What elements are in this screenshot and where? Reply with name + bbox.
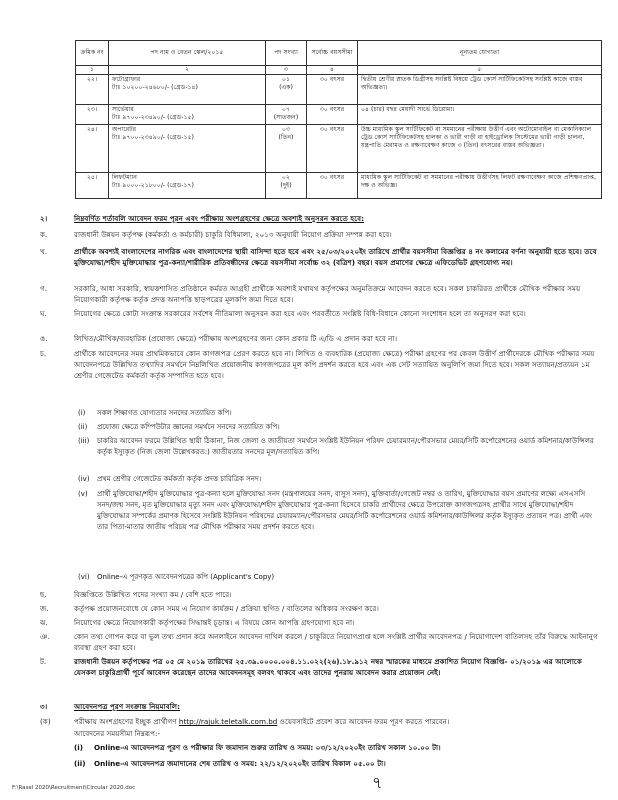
item-text: নিয়োগের ক্ষেত্রে কোটা সংক্রান্ত সরকারের সর্বশেষ নীতিমালা অনুসরন করা হবে এবং পরবর্তীতে সংশ্লিষ্ট বিধি-বিধানে কোনো সংশোধন হলে তা অনুসরণ করা হবে।: [74, 309, 526, 318]
subitem-text: চাকরির আবেদন ফরমে উল্লিখিত স্থায়ী ঠিকানা, নিজ জেলা ও জাতীয়তা সমর্থনে সংশ্লিষ্ট ইউনিয়ন পরিষদ চেয়ারম্যান/পৌরসভার মেয়র/সিটি কর্পোরেশনের ওয়ার্ড কমিশনার/কাউন্সিলর কর্তৃক ইস্যুকৃত (নিজ জেলা উল্লেখকরত:) জাতীয়তার সনদের মূল/সত্যায়িত কপি।: [97, 437, 594, 456]
post-scale: টাঃ ৯৭০০-২৩৪৯০/- (গ্রেড-১৫): [112, 134, 194, 142]
deadline-intro: আবেদনের সময়সীমা নিম্নরূপ:-: [74, 729, 161, 738]
post-count-word: (সাতজন): [273, 114, 299, 122]
deadline-label: (ii): [74, 759, 86, 768]
table-header-row: [76, 41, 602, 66]
post-count: ০৩: [281, 126, 291, 134]
row-post: [109, 75, 266, 105]
row-count: [266, 75, 307, 105]
post-count: ০৭: [281, 106, 291, 114]
post-name: লিফটম্যান: [112, 174, 137, 182]
post-count: ০১: [281, 76, 291, 84]
row-count: [266, 125, 307, 173]
item-text: প্রার্থীকে অবশ্যই বাংলাদেশের নাগরিক এবং বাংলাদেশের স্থায়ী বাসিন্দা হতে হবে এবং ২৫/০৩/২০২০ইং তারিখে প্রার্থীর বয়সসীমা বিজ্ঞপ্তির ৪ নং কলামের বর্ণনা অনুযায়ী হতে হবে। তবে মুক্তিযোদ্ধা/শহীদ মুক্তিযোদ্ধার পুত্র-কন্যা/শারীরিক প্রতিবন্ধীদের ক্ষেত্রে বয়সসীমা সর্বোচ্চ ৩২ (বত্রিশ) বছর। বয়স প্রমাণের ক্ষেত্রে এফিডেভিট গ্রহণযোগ্য নয়।: [74, 247, 597, 268]
header-post: পদ নাম ও বেতন স্কেল/২০১৫: [109, 41, 266, 66]
row-serial: ২৫।: [76, 173, 109, 199]
column-number-row: [76, 66, 602, 75]
column-number: ২: [109, 66, 266, 75]
page-number: ৭: [372, 773, 383, 792]
post-name: ফটোগ্রাফার: [112, 76, 141, 84]
header-qualification: নূন্যতম যোগ্যতা: [358, 41, 602, 66]
posts-table: [75, 40, 602, 199]
deadline-label: (i): [74, 743, 84, 752]
file-path-footer: F:\Rasel 2020\Recruitment\Circular 2020.doc: [12, 785, 136, 791]
subitem-text: প্রার্থী মুক্তিযোদ্ধা/শহীদ মুক্তিযোদ্ধার পুত্র-কন্যা হলে মুক্তিযোদ্ধা সনদ (মন্ত্রণালয়ের সনদ, বাসুস সনদ), মুক্তিবার্তা/গেজেট নম্বর ও তারিখ, মুক্তিযোদ্ধার বয়স প্রমাণের লক্ষ্যে এসএসসি সনদ/জন্ম সনদ, মৃত মুক্তিযোদ্ধার মৃত্যু সনদ এবং মুক্তিযোদ্ধা/শহীদ মুক্তিযোদ্ধার পুত্র-কন্যা হিসেবে চাকরি প্রার্থীদের ক্ষেত্রে উপরোক্ত কাগজপত্রসহ প্রার্থীর সাথে মুক্তিযোদ্ধা/শহীদ মুক্তিযোদ্ধার সম্পর্কের প্রমাণক হিসেবে সংশ্লিষ্ট ইউনিয়ন পরিষদের চেয়ারম্যান/পৌরসভার মেয়র/সিটি কর্পোরেশনের ওয়ার্ড কমিশনার/কাউন্সিলর কর্তৃক ইস্যুকৃত প্রত্যয়ন পত্র। প্রার্থী এবং তার পিতা-মাতার জাতীয় পরিচয় পত্র মৌখিক পরীক্ষার সময় প্রদর্শন করতে হবে।: [97, 490, 592, 531]
row-count: [266, 173, 307, 199]
item-label: চ.: [40, 349, 47, 358]
column-number: ৩: [266, 66, 307, 75]
post-count-word: (তিন): [278, 134, 294, 142]
subitem-label: (vi): [78, 573, 90, 581]
item-label: ঞ.: [40, 632, 50, 641]
column-number: ১: [76, 66, 109, 75]
subitem-text: প্রযোজ্য ক্ষেত্রে কম্পিউটার জ্ঞানের সমর্থনে সনদের সত্যায়িত কপি।: [97, 423, 280, 431]
item-label: ঝ.: [40, 618, 48, 627]
item-text: লিখিত/মৌখিক/ব্যবহারিক (প্রযোজ্য ক্ষেত্রে) পরীক্ষায় অংশগ্রহণের জন্য কোন প্রকার টি এ/ডি এ প্রদান করা হবে না।: [74, 334, 398, 343]
row-qualification: ০৪ (চার) বছর মেয়াদী সার্ভে ডিপ্লোমা।: [358, 105, 602, 125]
subitem-text: প্রথম শ্রেণীর গেজেটেড কর্মকর্তা কর্তৃক প্রদত্ত চারিত্রিক সনদ।: [97, 475, 262, 483]
row-serial: ২২।: [76, 75, 109, 105]
row-age: ৩০ বৎসর: [307, 125, 358, 173]
post-name: অপারেটর: [112, 126, 137, 134]
section-2-heading: নিম্নবর্ণিত শর্তাবলি আবেদন ফরম পূরন এবং পরীক্ষায় অংশগ্রহণের ক্ষেত্রে অবশ্যই অনুসরন করতে হবে:: [74, 214, 364, 223]
row-serial: ২৪।: [76, 125, 109, 173]
item-text: সরকারি, আধা সরকারি, স্বায়ত্তশাসিত প্রতিষ্ঠানে কর্মরত আগ্রহী প্রার্থীকে অবশ্যই যথাযথ কর্তৃপক্ষের অনুমতিক্রমে আবেদন করতে হবে। সকল চাকরিরত প্রার্থীকে মৌখিক পরীক্ষার সময় নিয়োগকারী কর্তৃপক্ষ কর্তৃক প্রদত্ত অনাপত্তি ছাড়পত্রের মূলকপি জমা দিতে হবে।: [74, 284, 581, 305]
header-age: সর্বোচ্চ বয়সসীমা: [307, 41, 358, 66]
header-count: পদ সংখ্যা: [266, 41, 307, 66]
column-number: ৪: [307, 66, 358, 75]
item-text: কোন তথ্য গোপন করে বা ভুল তথ্য প্রদান করে অনলাইনে আবেদন দাখিল করলে / চাকুরিতে নিয়োগপ্রাপ্ত হলে সংশ্লিষ্ট প্রার্থীর আবেদনপত্র / নিয়োগাদেশ বাতিলসহ তাঁর বিরুদ্ধে আইনানুগ ব্যবস্থা গ্রহণ করা হবে।: [74, 632, 598, 653]
subitem-label: (ii): [78, 423, 88, 431]
header-serial: ক্রমিক নং: [76, 41, 109, 66]
deadline-text: Online-এ আবেদনপত্র জমাদানের শেষ তারিখ ও সময়: ২২/১২/২০২০ইং তারিখ বিকাল ০৫.০০ টা।: [94, 759, 386, 768]
item-label: গ.: [40, 284, 47, 293]
row-age: ৩০ বৎসর: [307, 75, 358, 105]
subitem-label: (v): [78, 490, 88, 498]
subitem-text: Online-এ পূরণকৃত আবেদনপত্রের কপি (Applicant's Copy): [97, 573, 275, 581]
section-3-heading: আবেদনপত্র পূরণ সংক্রান্ত নিয়মাবলি:: [74, 702, 181, 711]
section-3-number: ৩।: [40, 702, 48, 711]
post-scale: টাঃ ১০২০০-২৪৬৮০/- (গ্রেড-১৪): [112, 84, 198, 92]
apply-outro: ওয়েবসাইটে প্রবেশ করে আবেদন ফরম পূরণ করতে পারবেন।: [279, 717, 450, 726]
row-qualification: মাধ্যমিক স্কুল সার্টিফিকেট বা সমমানের পরীক্ষায় উত্তীর্ণসহ লিফট রক্ষণাবেক্ষণ কাজে প্রশিক্ষণপ্রাপ্ত, দক্ষ ও অভিজ্ঞ।: [358, 173, 602, 199]
item-text: প্রার্থীকে আবেদনের সময় প্রাথমিকভাবে কোন কাগজপত্র প্রেরণ করতে হবে না। লিখিত ও ব্যবহারিক (প্রযোজ্য ক্ষেত্রে) পরীক্ষা গ্রহণের পর কেবল উত্তীর্ণ প্রার্থীদেরকে মৌখিক পরীক্ষার সময় আবেদনপত্রে উল্লিখিত তথ্যাদির সমর্থনে নিম্নলিখিত প্রয়োজনীয় কাগজপত্রের মূল কপি প্রদর্শন করতে হবে এবং এক সেট সত্যায়িত অনুলিপি জমা দিতে হবে। সকল সত্যায়ন/প্রত্যয়ন ১ম শ্রেণীর গেজেটেড কর্মকর্তা কর্তৃক সম্পাদিত হতে হবে।: [74, 349, 595, 381]
post-count-word: (এক): [279, 84, 293, 92]
row-post: [109, 125, 266, 173]
row-age: ৩০ বৎসর: [307, 105, 358, 125]
post-count: ০২: [281, 174, 291, 182]
item-label: ক.: [40, 230, 48, 239]
item-text: [74, 716, 604, 727]
post-count-word: (দুই): [280, 182, 292, 190]
table-row: [76, 125, 602, 173]
item-label: খ.: [40, 247, 48, 256]
item-label: ট.: [40, 657, 47, 666]
item-text: রাজধানী উন্নয়ন কর্তৃপক্ষ (কর্মকর্তা ও কর্মচারী) চাকুরি বিধিমালা, ২০১৩ অনুযায়ী নিয়োগ প্রক্রিয়া সম্পন্ন করা হবে।: [74, 230, 392, 239]
item-label: জ.: [40, 604, 49, 613]
subitem-label: (i): [78, 409, 86, 417]
row-age: ৩০ বৎসর: [307, 173, 358, 199]
table-row: [76, 105, 602, 125]
row-count: [266, 105, 307, 125]
item-label: (ক): [40, 717, 51, 726]
post-name: সার্ভেয়ার: [112, 106, 134, 114]
row-qualification: উচ্চ মাধ্যমিক স্কুল সার্টিফিকেট বা সমমানের পরীক্ষায় উত্তীর্ণ এবং অটোমোবাইল বা মেকানিক্যাল ট্রেড কোর্স সার্টিফিকেটসহ হালকা ও ভারী গাড়ী বা হাইড্রোলিক সিস্টেমের ভারী গাড়ী চালনা, যন্ত্রপাতি মেরামত ও রক্ষণাবেক্ষণ কাজে ৩ (তিন) বৎসরের বাস্তব অভিজ্ঞতা।: [358, 125, 602, 173]
item-text: বিজ্ঞপ্তিতে উল্লিখিত পদের সংখ্যা কম / বেশি হতে পারে।: [74, 590, 232, 599]
post-scale: টাঃ ৯০০০-২১৮০০/- (গ্রেড-১৭): [112, 182, 194, 190]
item-label: ঙ.: [40, 334, 48, 343]
item-label: ছ.: [40, 590, 47, 599]
post-scale: টাঃ ৯৭০০-২৩৪৯০/- (গ্রেড-১৫): [112, 114, 194, 122]
row-serial: ২৩।: [76, 105, 109, 125]
row-post: [109, 105, 266, 125]
apply-intro: পরীক্ষায় অংশগ্রহণের ইচ্ছুক প্রার্থীগণ: [74, 717, 177, 726]
deadline-text: Online-এ আবেদনপত্র পূরণ ও পরীক্ষার ফি জমাদান শুরুর তারিখ ও সময়: ০৩/১২/২০২০ইং তারিখ সকাল ১০.০০ টা।: [94, 743, 441, 752]
item-text: রাজধানী উন্নয়ন কর্তৃপক্ষের পত্র ০৫ মে ২০১৯ তারিখের ২৫.৩৯.০০০০.০০৪.১১.০২২(২৬).১৮.৯১২ নম্বর স্মারকের মাধ্যমে প্রকাশিত নিয়োগ বিজ্ঞপ্তি- ০১/২০১৯ এর আলোকে যেসকল চাকুরিপ্রার্থী পূর্বে আবেদন করেছেন তাদের আবেদনসমূহ বলবৎ থাকবে এবং তাদের পুনরায় আবেদন করার প্রয়োজন নেই।: [74, 657, 582, 678]
item-text: কর্তৃপক্ষ প্রয়োজনবোধে যে কোন সময় এ নিয়োগ কার্যক্রম / প্রক্রিয়া স্থগিত / বাতিলের অধিকার সংরক্ষণ করে।: [74, 604, 379, 613]
table-row: [76, 173, 602, 199]
item-label: ঘ.: [40, 309, 47, 318]
section-2-number: ২।: [40, 214, 48, 223]
subitem-label: (iii): [78, 437, 90, 445]
subitem-label: (iv): [78, 475, 90, 483]
column-number: ৫: [358, 66, 602, 75]
row-post: [109, 173, 266, 199]
table-row: [76, 75, 602, 105]
apply-website-link[interactable]: http://rajuk.teletalk.com.bd: [178, 717, 278, 726]
item-text: নিয়োগের ক্ষেত্রে নিয়োগকারী কর্তৃপক্ষের সিদ্ধান্তই চূড়ান্ত। এ বিষয়ে কোন আপত্তি গ্রহণযোগ্য হবে না।: [74, 618, 355, 627]
row-qualification: দ্বিতীয় শ্রেণীর স্নাতক ডিগ্রীসহ সংশ্লিষ্ট বিষয়ে ট্রেড কোর্স সার্টিফিকেটসহ সংশ্লিষ্ট কাজে বাস্তব অভিজ্ঞতা।: [358, 75, 602, 105]
subitem-text: সকল শিক্ষাগত যোগ্যতার সনদের সত্যায়িত কপি।: [97, 409, 232, 417]
